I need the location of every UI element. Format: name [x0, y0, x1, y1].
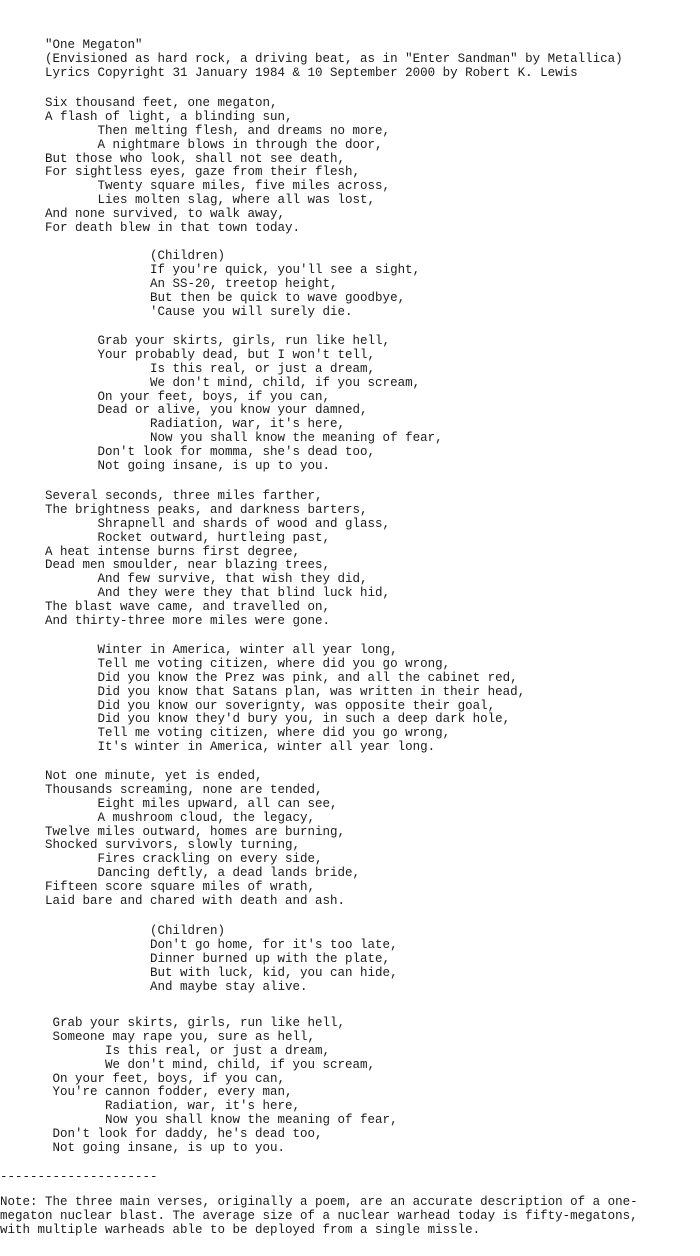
block-verse-1 — [0, 97, 700, 236]
bridge-line: Tell me voting citizen, where did you go wrong, — [0, 726, 451, 741]
block-children-1 — [0, 250, 700, 319]
verse-1-line: A nightmare blows in through the door, — [0, 137, 383, 152]
block-verse-3 — [0, 770, 700, 909]
verse-3-line: Not one minute, yet is ended, — [0, 769, 263, 783]
chorus-2-line: Radiation, war, it's here, — [0, 1099, 301, 1114]
verse-2-line: Shrapnell and shards of wood and glass, — [0, 516, 391, 531]
children-2-line: Dinner burned up with the plate, — [0, 951, 391, 966]
children-1-line: 'Cause you will surely die. — [0, 304, 353, 319]
verse-3-line: Fifteen score square miles of wrath, — [0, 880, 316, 895]
verse-2-line: And few survive, that wish they did, — [0, 572, 368, 587]
chorus-2-line: Is this real, or just a dream, — [0, 1043, 331, 1058]
verse-3-line: Eight miles upward, all can see, — [0, 796, 338, 811]
verse-2-line: And they were they that blind luck hid, — [0, 586, 391, 601]
children-1-line: If you're quick, you'll see a sight, — [0, 262, 421, 277]
bridge-line: Did you know our soverignty, was opposite their goal, — [0, 698, 496, 713]
verse-2-line: Dead men smoulder, near blazing trees, — [0, 558, 331, 573]
chorus-1-line: Dead or alive, you know your damned, — [0, 403, 368, 418]
chorus-1-line: Now you shall know the meaning of fear, — [0, 431, 443, 446]
verse-2-line: A heat intense burns first degree, — [0, 544, 301, 559]
block-header — [0, 39, 700, 81]
chorus-1-line: Radiation, war, it's here, — [0, 417, 346, 432]
chorus-1-line: Is this real, or just a dream, — [0, 361, 376, 376]
verse-3-line: A mushroom cloud, the legacy, — [0, 810, 316, 825]
chorus-2-line: Not going insane, is up to you. — [0, 1141, 286, 1156]
bridge-line: Did you know they'd bury you, in such a deep dark hole, — [0, 712, 511, 727]
bridge-line: It's winter in America, winter all year long. — [0, 740, 436, 755]
verse-3-line: Twelve miles outward, homes are burning, — [0, 824, 346, 839]
verse-1-line: Lies molten slag, where all was lost, — [0, 193, 376, 208]
chorus-2-line: You're cannon fodder, every man, — [0, 1085, 293, 1100]
block-chorus-2 — [0, 1017, 700, 1156]
verse-1-line: Twenty square miles, five miles across, — [0, 179, 391, 194]
chorus-1-line: We don't mind, child, if you scream, — [0, 375, 421, 390]
block-bridge — [0, 644, 700, 755]
bridge-line: Tell me voting citizen, where did you go wrong, — [0, 656, 451, 671]
verse-2-line: Rocket outward, hurtleing past, — [0, 530, 331, 545]
chorus-2-line: Don't look for daddy, he's dead too, — [0, 1127, 323, 1142]
chorus-2-line: Grab your skirts, girls, run like hell, — [0, 1016, 346, 1030]
verse-3-line: Shocked survivors, slowly turning, — [0, 838, 301, 853]
verse-2-line: The brightness peaks, and darkness barters, — [0, 502, 368, 517]
bridge-line: Did you know the Prez was pink, and all the cabinet red, — [0, 670, 518, 685]
verse-1-line: But those who look, shall not see death, — [0, 151, 346, 166]
block-children-2 — [0, 925, 700, 994]
children-1-line: (Children) — [0, 249, 226, 263]
verse-1-line: And none survived, to walk away, — [0, 207, 286, 222]
header-line: (Envisioned as hard rock, a driving beat, as in "Enter Sandman" by Metallica) — [0, 51, 623, 66]
block-verse-2 — [0, 490, 700, 629]
chorus-1-line: Don't look for momma, she's dead too, — [0, 445, 376, 460]
block-note — [0, 1196, 700, 1238]
verse-1-line: Six thousand feet, one megaton, — [0, 96, 278, 110]
chorus-2-line: Now you shall know the meaning of fear, — [0, 1113, 398, 1128]
children-1-line: An SS-20, treetop height, — [0, 276, 338, 291]
verse-3-line: Dancing deftly, a dead lands bride, — [0, 866, 361, 881]
chorus-2-line: On your feet, boys, if you can, — [0, 1071, 286, 1086]
chorus-2-line: We don't mind, child, if you scream, — [0, 1057, 376, 1072]
note-line: megaton nuclear blast. The average size of a nuclear warhead today is fifty-megatons, — [0, 1208, 638, 1223]
verse-3-line: Thousands screaming, none are tended, — [0, 782, 323, 797]
verse-1-line: A flash of light, a blinding sun, — [0, 109, 293, 124]
children-2-line: But with luck, kid, you can hide, — [0, 965, 398, 980]
chorus-1-line: On your feet, boys, if you can, — [0, 389, 331, 404]
children-2-line: And maybe stay alive. — [0, 979, 308, 994]
chorus-1-line: Not going insane, is up to you. — [0, 459, 331, 474]
header-line: Lyrics Copyright 31 January 1984 & 10 September 2000 by Robert K. Lewis — [0, 65, 578, 80]
children-1-line: But then be quick to wave goodbye, — [0, 290, 406, 305]
note-line: with multiple warheads able to be deployed from a single missle. — [0, 1222, 481, 1237]
children-2-line: (Children) — [0, 924, 226, 938]
chorus-1-line: Grab your skirts, girls, run like hell, — [0, 334, 391, 348]
verse-2-line: And thirty-three more miles were gone. — [0, 614, 331, 629]
note-line: Note: The three main verses, originally a poem, are an accurate description of a one- — [0, 1195, 638, 1209]
bridge-line: Did you know that Satans plan, was written in their head, — [0, 684, 526, 699]
block-chorus-1 — [0, 335, 700, 474]
verse-1-line: For sightless eyes, gaze from their flesh, — [0, 165, 361, 180]
verse-1-line: For death blew in that town today. — [0, 221, 301, 236]
block-separator — [0, 1171, 700, 1185]
bridge-line: Winter in America, winter all year long, — [0, 643, 398, 657]
header-line: "One Megaton" — [0, 38, 143, 52]
children-2-line: Don't go home, for it's too late, — [0, 937, 398, 952]
chorus-1-line: Your probably dead, but I won't tell, — [0, 347, 376, 362]
verse-1-line: Then melting flesh, and dreams no more, — [0, 123, 391, 138]
separator-line: --------------------- — [0, 1170, 158, 1184]
verse-3-line: Fires crackling on every side, — [0, 852, 323, 867]
chorus-2-line: Someone may rape you, sure as hell, — [0, 1029, 316, 1044]
verse-3-line: Laid bare and chared with death and ash. — [0, 894, 346, 909]
verse-2-line: Several seconds, three miles farther, — [0, 489, 323, 503]
verse-2-line: The blast wave came, and travelled on, — [0, 600, 331, 615]
